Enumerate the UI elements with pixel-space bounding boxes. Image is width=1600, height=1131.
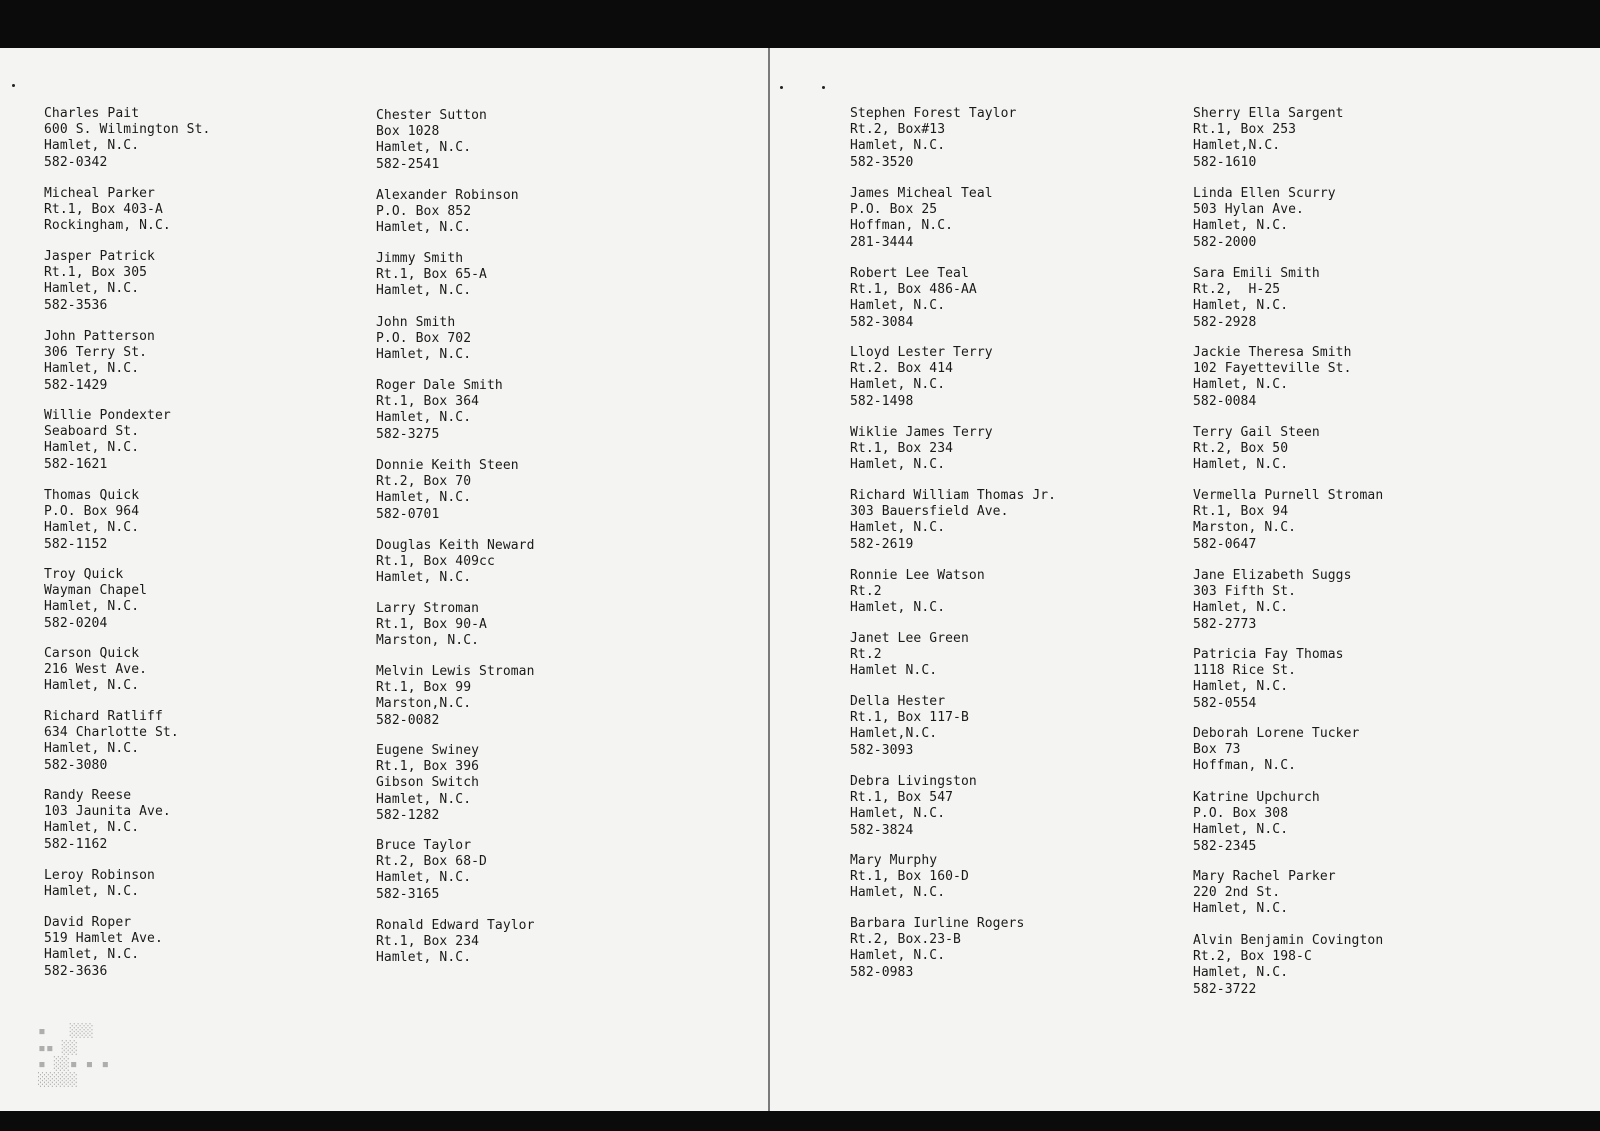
entry-line: Hamlet, N.C. <box>850 457 946 473</box>
entry-line: Rt.1, Box 117-B <box>850 710 969 726</box>
entry-line: Rt.1, Box 409cc <box>376 554 495 570</box>
entry-name: Stephen Forest Taylor <box>850 106 1017 121</box>
address-entry <box>850 186 993 251</box>
entry-line: Rt.1, Box 396 <box>376 759 480 775</box>
entry-line: Rt.2. Box 414 <box>850 361 954 377</box>
address-entry <box>376 458 519 523</box>
address-entry <box>376 838 487 903</box>
right-page <box>770 48 1600 1111</box>
entry-line: 503 Hylan Ave. <box>1193 202 1304 218</box>
entry-line: Hamlet, N.C. <box>44 947 140 963</box>
entry-name: Leroy Robinson <box>44 868 155 883</box>
entry-name: Richard William Thomas Jr. <box>850 488 1057 503</box>
entry-name: Troy Quick <box>44 567 124 582</box>
address-entry <box>1193 425 1320 474</box>
entry-line: 582-1152 <box>44 536 108 552</box>
address-entry <box>850 694 969 759</box>
entry-line: Rt.1, Box 160-D <box>850 869 969 885</box>
address-entry <box>376 601 487 650</box>
entry-name: Eugene Swiney <box>376 743 480 758</box>
entry-name: Katrine Upchurch <box>1193 790 1320 805</box>
entry-line: 582-2000 <box>1193 234 1257 250</box>
entry-line: Rt.1, Box 403-A <box>44 202 163 218</box>
entry-name: John Patterson <box>44 329 155 344</box>
page-speck <box>12 84 15 87</box>
entry-line: 582-1498 <box>850 393 914 409</box>
entry-line: 582-3636 <box>44 963 108 979</box>
address-entry <box>44 788 171 853</box>
entry-line: 582-1610 <box>1193 154 1257 170</box>
entry-name: Linda Ellen Scurry <box>1193 186 1336 201</box>
entry-line: Hamlet, N.C. <box>850 885 946 901</box>
address-entry <box>1193 266 1320 331</box>
entry-line: Rt.2, Box 198-C <box>1193 949 1312 965</box>
entry-line: 582-3080 <box>44 757 108 773</box>
entry-line: 582-2619 <box>850 536 914 552</box>
entry-name: Roger Dale Smith <box>376 378 503 393</box>
entry-name: Jasper Patrick <box>44 249 155 264</box>
entry-line: Rt.1, Box 253 <box>1193 122 1297 138</box>
entry-name: Bruce Taylor <box>376 838 472 853</box>
entry-line: Rt.2, Box#13 <box>850 122 946 138</box>
address-entry <box>1193 186 1336 251</box>
address-entry <box>1193 869 1336 918</box>
entry-line: Wayman Chapel <box>44 583 148 599</box>
address-entry <box>850 425 993 474</box>
entry-line: Hamlet, N.C. <box>376 220 472 236</box>
page-speck <box>822 86 825 89</box>
entry-line: Marston,N.C. <box>376 696 472 712</box>
entry-line: Gibson Switch <box>376 775 480 791</box>
entry-line: Hamlet,N.C. <box>850 726 938 742</box>
entry-name: Larry Stroman <box>376 601 480 616</box>
entry-line: Hamlet, N.C. <box>1193 457 1289 473</box>
entry-line: Rt.1, Box 364 <box>376 394 480 410</box>
entry-name: Douglas Keith Neward <box>376 538 535 553</box>
entry-name: Della Hester <box>850 694 946 709</box>
entry-line: Hamlet N.C. <box>850 663 938 679</box>
address-entry <box>1193 106 1344 171</box>
entry-name: Sara Emili Smith <box>1193 266 1320 281</box>
entry-name: Jane Elizabeth Suggs <box>1193 568 1352 583</box>
entry-line: Hamlet, N.C. <box>376 950 472 966</box>
entry-line: 582-0082 <box>376 712 440 728</box>
entry-name: Sherry Ella Sargent <box>1193 106 1344 121</box>
address-entry <box>376 251 487 300</box>
entry-line: 519 Hamlet Ave. <box>44 931 163 947</box>
entry-line: Rt.1, Box 94 <box>1193 504 1289 520</box>
entry-line: Hamlet, N.C. <box>44 361 140 377</box>
entry-name: Jimmy Smith <box>376 251 464 266</box>
address-entry <box>376 315 471 364</box>
entry-line: 582-3275 <box>376 426 440 442</box>
entry-name: Ronnie Lee Watson <box>850 568 985 583</box>
entry-line: 582-1621 <box>44 456 108 472</box>
entry-line: Hoffman, N.C. <box>1193 758 1297 774</box>
entry-line: Hamlet, N.C. <box>44 440 140 456</box>
entry-line: 582-0647 <box>1193 536 1257 552</box>
address-entry <box>1193 933 1383 998</box>
entry-line: 582-2345 <box>1193 838 1257 854</box>
entry-line: 582-3084 <box>850 314 914 330</box>
address-entry <box>1193 568 1352 633</box>
entry-name: Ronald Edward Taylor <box>376 918 535 933</box>
entry-line: Hamlet, N.C. <box>1193 822 1289 838</box>
address-entry <box>850 916 1024 981</box>
entry-name: Mary Rachel Parker <box>1193 869 1336 884</box>
entry-name: Randy Reese <box>44 788 132 803</box>
entry-line: 582-2928 <box>1193 314 1257 330</box>
entry-name: Deborah Lorene Tucker <box>1193 726 1360 741</box>
entry-line: Rt.1, Box 486-AA <box>850 282 977 298</box>
entry-line: 582-0983 <box>850 964 914 980</box>
entry-name: Alexander Robinson <box>376 188 519 203</box>
entry-line: Hamlet, N.C. <box>376 791 472 807</box>
entry-line: Hamlet, N.C. <box>1193 901 1289 917</box>
entry-line: P.O. Box 852 <box>376 204 472 220</box>
entry-line: Rt.1, Box 305 <box>44 265 148 281</box>
entry-line: Hamlet, N.C. <box>1193 600 1289 616</box>
entry-line: Hamlet, N.C. <box>1193 298 1289 314</box>
entry-line: 306 Terry St. <box>44 345 148 361</box>
address-entry <box>1193 345 1352 410</box>
entry-line: 582-1162 <box>44 836 108 852</box>
entry-line: 582-0204 <box>44 615 108 631</box>
address-entry <box>44 249 155 314</box>
entry-line: Hamlet, N.C. <box>44 820 140 836</box>
address-entry <box>376 743 479 824</box>
entry-line: Hamlet, N.C. <box>1193 377 1289 393</box>
entry-line: Marston, N.C. <box>1193 520 1297 536</box>
entry-line: 634 Charlotte St. <box>44 725 179 741</box>
address-entry <box>1193 790 1320 855</box>
entry-line: Hamlet, N.C. <box>44 138 140 154</box>
entry-line: Hamlet, N.C. <box>44 741 140 757</box>
address-entry <box>1193 488 1383 553</box>
entry-line: 582-3093 <box>850 742 914 758</box>
entry-line: Hamlet, N.C. <box>376 140 472 156</box>
entry-line: 103 Jaunita Ave. <box>44 804 171 820</box>
entry-line: 303 Fifth St. <box>1193 584 1297 600</box>
entry-name: Donnie Keith Steen <box>376 458 519 473</box>
entry-line: 582-1282 <box>376 807 440 823</box>
address-entry <box>850 488 1056 553</box>
address-entry <box>44 646 147 695</box>
address-entry <box>850 106 1016 171</box>
address-entry <box>850 345 993 410</box>
entry-line: Hamlet, N.C. <box>1193 679 1289 695</box>
address-entry <box>44 186 171 235</box>
address-entry <box>44 408 171 473</box>
address-entry <box>850 774 977 839</box>
entry-line: Hamlet, N.C. <box>376 870 472 886</box>
entry-line: Box 1028 <box>376 124 440 140</box>
entry-name: Chester Sutton <box>376 108 487 123</box>
entry-name: Janet Lee Green <box>850 631 969 646</box>
entry-line: 1118 Rice St. <box>1193 663 1297 679</box>
entry-line: 582-1429 <box>44 377 108 393</box>
entry-line: 582-3722 <box>1193 981 1257 997</box>
entry-line: 582-0701 <box>376 506 440 522</box>
entry-name: Melvin Lewis Stroman <box>376 664 535 679</box>
entry-name: James Micheal Teal <box>850 186 993 201</box>
entry-name: Thomas Quick <box>44 488 140 503</box>
address-entry <box>376 664 535 729</box>
entry-line: P.O. Box 702 <box>376 331 472 347</box>
entry-line: 216 West Ave. <box>44 662 148 678</box>
entry-name: Carson Quick <box>44 646 140 661</box>
entry-line: Rt.1, Box 234 <box>376 934 480 950</box>
address-entry <box>44 488 139 553</box>
entry-line: 582-2541 <box>376 156 440 172</box>
entry-line: 582-3536 <box>44 297 108 313</box>
entry-line: 582-3165 <box>376 886 440 902</box>
entry-name: Lloyd Lester Terry <box>850 345 993 360</box>
address-entry <box>376 538 535 587</box>
entry-line: Seaboard St. <box>44 424 140 440</box>
entry-line: Rt.2 <box>850 647 882 663</box>
entry-name: Patricia Fay Thomas <box>1193 647 1344 662</box>
entry-line: Rt.1, Box 65-A <box>376 267 487 283</box>
illegible-entry: ▪ ░░░ ▪▪ ░░ ▪ ░░▪ ▪ ▪ ░░░░░ <box>38 1024 110 1089</box>
entry-name: Jackie Theresa Smith <box>1193 345 1352 360</box>
address-entry <box>376 108 487 173</box>
entry-line: Rt.2, Box 68-D <box>376 854 487 870</box>
entry-line: 102 Fayetteville St. <box>1193 361 1352 377</box>
entry-line: Rt.1, Box 234 <box>850 441 954 457</box>
entry-name: Mary Murphy <box>850 853 938 868</box>
entry-line: 582-0342 <box>44 154 108 170</box>
entry-name: Terry Gail Steen <box>1193 425 1320 440</box>
address-entry <box>376 918 535 967</box>
entry-line: Hamlet, N.C. <box>850 520 946 536</box>
entry-line: Hamlet, N.C. <box>44 599 140 615</box>
address-entry <box>376 188 519 237</box>
entry-line: Hamlet, N.C. <box>44 520 140 536</box>
entry-line: P.O. Box 964 <box>44 504 140 520</box>
entry-line: Rockingham, N.C. <box>44 218 171 234</box>
entry-line: Hamlet, N.C. <box>850 600 946 616</box>
address-entry <box>850 853 969 902</box>
entry-line: Marston, N.C. <box>376 633 480 649</box>
address-entry <box>44 915 163 980</box>
entry-name: Willie Pondexter <box>44 408 171 423</box>
address-entry <box>44 329 155 394</box>
entry-line: Hamlet, N.C. <box>1193 218 1289 234</box>
entry-line: Rt.2, Box.23-B <box>850 932 961 948</box>
address-entry <box>376 378 503 443</box>
entry-line: Hamlet,N.C. <box>1193 138 1281 154</box>
address-entry <box>850 568 985 617</box>
entry-line: 303 Bauersfield Ave. <box>850 504 1009 520</box>
entry-line: Rt.1, Box 547 <box>850 790 954 806</box>
entry-name: Robert Lee Teal <box>850 266 969 281</box>
entry-line: Hamlet, N.C. <box>850 948 946 964</box>
entry-name: Vermella Purnell Stroman <box>1193 488 1384 503</box>
entry-line: 582-0084 <box>1193 393 1257 409</box>
entry-line: Hamlet, N.C. <box>376 570 472 586</box>
page-speck <box>780 86 783 89</box>
entry-name: Micheal Parker <box>44 186 155 201</box>
entry-line: Hoffman, N.C. <box>850 218 954 234</box>
entry-line: Hamlet, N.C. <box>850 806 946 822</box>
entry-line: Box 73 <box>1193 742 1241 758</box>
entry-line: 600 S. Wilmington St. <box>44 122 211 138</box>
entry-line: Hamlet, N.C. <box>850 298 946 314</box>
entry-line: 220 2nd St. <box>1193 885 1281 901</box>
entry-line: 582-0554 <box>1193 695 1257 711</box>
address-entry <box>44 567 147 632</box>
address-entry <box>1193 726 1359 775</box>
entry-line: Hamlet, N.C. <box>376 410 472 426</box>
address-entry <box>44 709 179 774</box>
entry-name: John Smith <box>376 315 456 330</box>
entry-line: Hamlet, N.C. <box>376 347 472 363</box>
address-entry <box>44 868 155 900</box>
entry-line: Rt.2 <box>850 584 882 600</box>
entry-name: Alvin Benjamin Covington <box>1193 933 1384 948</box>
entry-line: 582-2773 <box>1193 616 1257 632</box>
entry-line: Hamlet, N.C. <box>1193 965 1289 981</box>
entry-line: 281-3444 <box>850 234 914 250</box>
entry-line: P.O. Box 308 <box>1193 806 1289 822</box>
entry-line: Rt.2, H-25 <box>1193 282 1281 298</box>
address-entry <box>44 106 210 171</box>
address-entry <box>850 631 969 680</box>
entry-line: Hamlet, N.C. <box>850 377 946 393</box>
address-entry <box>850 266 977 331</box>
entry-line: P.O. Box 25 <box>850 202 938 218</box>
entry-name: Richard Ratliff <box>44 709 163 724</box>
entry-name: Debra Livingston <box>850 774 977 789</box>
entry-name: Wiklie James Terry <box>850 425 993 440</box>
entry-name: David Roper <box>44 915 132 930</box>
entry-line: Rt.2, Box 70 <box>376 474 472 490</box>
entry-line: Rt.1, Box 90-A <box>376 617 487 633</box>
entry-line: Hamlet, N.C. <box>376 283 472 299</box>
entry-line: Rt.2, Box 50 <box>1193 441 1289 457</box>
entry-line: 582-3520 <box>850 154 914 170</box>
entry-line: Hamlet, N.C. <box>376 490 472 506</box>
entry-line: Hamlet, N.C. <box>44 678 140 694</box>
address-entry <box>1193 647 1344 712</box>
entry-name: Charles Pait <box>44 106 140 121</box>
entry-line: Hamlet, N.C. <box>44 884 140 900</box>
left-page <box>0 48 768 1111</box>
entry-name: Barbara Iurline Rogers <box>850 916 1025 931</box>
entry-line: 582-3824 <box>850 822 914 838</box>
entry-line: Hamlet, N.C. <box>44 281 140 297</box>
entry-line: Hamlet, N.C. <box>850 138 946 154</box>
entry-line: Rt.1, Box 99 <box>376 680 472 696</box>
